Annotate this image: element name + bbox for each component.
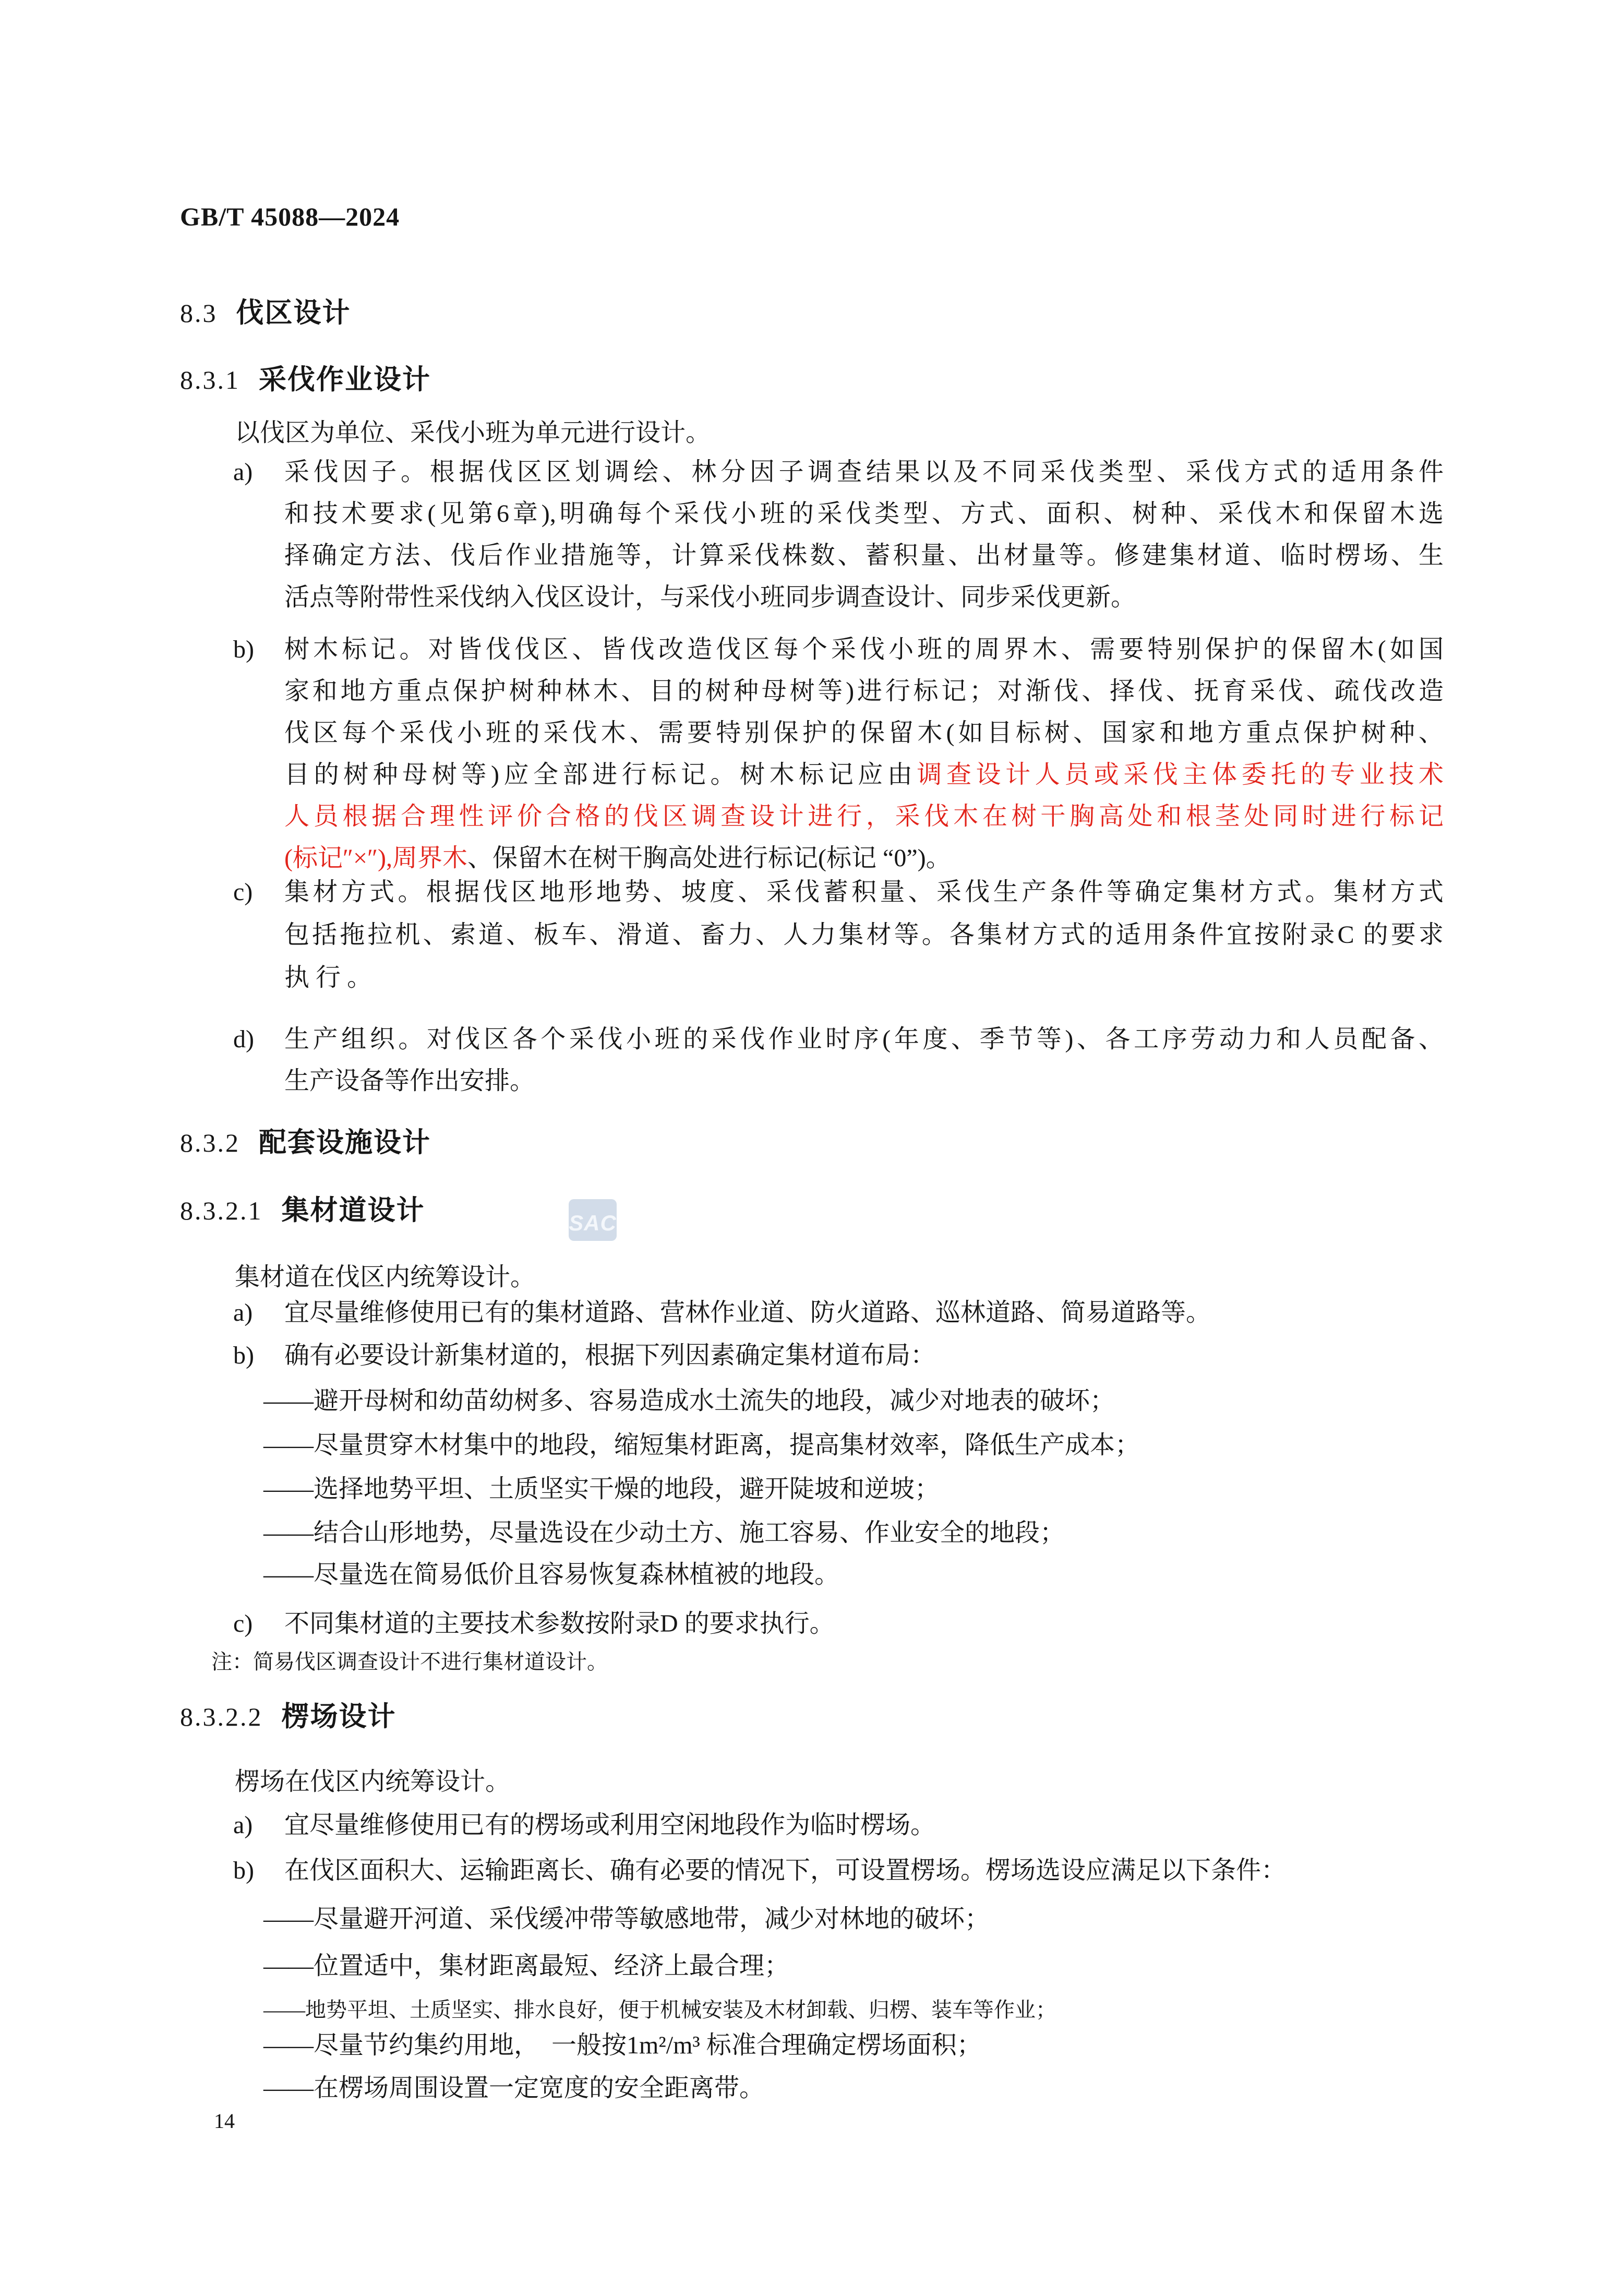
dash-item: ——尽量节约集约用地， 一般按1m²/m³ 标准合理确定楞场面积； xyxy=(263,2031,982,2059)
paragraph-intro-8-3-2-2: 楞场在伐区内统筹设计。 xyxy=(235,1768,511,1796)
section-8-3-heading xyxy=(180,292,351,341)
list-line: 集材方式。根据伐区地形地势、坡度、采伐蓄积量、采伐生产条件等确定集材方式。集材方式 xyxy=(284,878,1444,906)
paragraph-intro-8-3-1: 以伐区为单位、采伐小班为单元进行设计。 xyxy=(235,419,711,447)
dash-item: ——结合山形地势，尽量选设在少动土方、施工容易、作业安全的地段； xyxy=(263,1519,1065,1547)
list-line-black-segment: 目的树种母树等)应全部进行标记。树木标记应由 xyxy=(284,761,917,788)
list-line: 包括拖拉机、索道、板车、滑道、畜力、人力集材等。各集材方式的适用条件宜按附录C 的要求 xyxy=(284,921,1444,949)
section-8-3-2-heading xyxy=(180,1122,431,1170)
clause-title: 采伐作业设计 xyxy=(259,364,431,395)
clause-number: 8.3 xyxy=(180,298,218,328)
dash-item: ——地势平坦、土质坚实、排水良好，便于机械安装及木材卸载、归楞、装车等作业； xyxy=(263,1998,1056,2022)
list-label-d: d) xyxy=(233,1025,254,1053)
list-line-red-segment: 调查设计人员或采伐主体委托的专业技术 xyxy=(917,761,1444,788)
list-line: 不同集材道的主要技术参数按附录D 的要求执行。 xyxy=(284,1610,835,1637)
clause-title: 集材道设计 xyxy=(281,1195,425,1226)
clause-title: 楞场设计 xyxy=(281,1701,397,1732)
standard-number-header: GB/T 45088—2024 xyxy=(180,202,400,231)
page-number: 14 xyxy=(214,2109,235,2133)
list-line: 宜尽量维修使用已有的楞场或利用空闲地段作为临时楞场。 xyxy=(284,1811,936,1839)
list-label-a: a) xyxy=(233,1811,253,1839)
section-8-3-1-heading xyxy=(180,359,431,408)
list-line: 伐区每个采伐小班的采伐木、需要特别保护的保留木(如目标树、国家和地方重点保护树种、 xyxy=(284,719,1444,747)
clause-title: 伐区设计 xyxy=(236,297,351,328)
list-line: 宜尽量维修使用已有的集材道路、营林作业道、防火道路、巡林道路、简易道路等。 xyxy=(284,1299,1211,1326)
list-label-a: a) xyxy=(233,458,253,486)
clause-title: 配套设施设计 xyxy=(259,1127,431,1158)
list-line-red: 人员根据合理性评价合格的伐区调查设计进行，采伐木在树干胸高处和根茎处同时进行标记 xyxy=(284,803,1444,830)
section-8-3-2-1-heading xyxy=(180,1190,425,1238)
dash-item: ——避开母树和幼苗幼树多、容易造成水土流失的地段，减少对地表的破坏； xyxy=(263,1387,1115,1415)
list-line: 生产组织。对伐区各个采伐小班的采伐作业时序(年度、季节等)、各工序劳动力和人员配备、 xyxy=(284,1025,1444,1053)
list-line-red-segment: (标记″×″),周界木 xyxy=(284,844,468,872)
list-line: 活点等附带性采伐纳入伐区设计，与采伐小班同步调查设计、同步采伐更新。 xyxy=(284,583,1136,611)
list-label-b: b) xyxy=(233,636,254,663)
list-line: 家和地方重点保护树种林木、目的树种母树等)进行标记；对渐伐、择伐、抚育采伐、疏伐改造 xyxy=(284,677,1444,705)
sac-watermark-text: SAC xyxy=(569,1211,617,1235)
dash-item: ——选择地势平坦、土质坚实干燥的地段，避开陡坡和逆坡； xyxy=(263,1475,940,1503)
dash-item: ——尽量贯穿木材集中的地段，缩短集材距离，提高集材效率，降低生产成本； xyxy=(263,1431,1140,1459)
sac-watermark xyxy=(569,1199,617,1241)
list-line: 树木标记。对皆伐伐区、皆伐改造伐区每个采伐小班的周界木、需要特别保护的保留木(如国 xyxy=(284,636,1444,663)
clause-number: 8.3.2.1 xyxy=(180,1196,263,1225)
dash-item: ——在楞场周围设置一定宽度的安全距离带。 xyxy=(263,2074,765,2102)
dash-item: ——位置适中，集材距离最短、经济上最合理； xyxy=(263,1952,790,1980)
list-line: 采伐因子。根据伐区区划调绘、林分因子调查结果以及不同采伐类型、采伐方式的适用条件 xyxy=(284,458,1444,486)
list-line: 确有必要设计新集材道的，根据下列因素确定集材道布局： xyxy=(284,1342,936,1369)
list-line: 在伐区面积大、运输距离长、确有必要的情况下，可设置楞场。楞场选设应满足以下条件： xyxy=(284,1857,1287,1884)
note-text: 注：简易伐区调查设计不进行集材道设计。 xyxy=(211,1650,608,1673)
list-line: 和技术要求(见第6章),明确每个采伐小班的采伐类型、方式、面积、树种、采伐木和保留木选 xyxy=(284,500,1444,528)
clause-number: 8.3.2.2 xyxy=(180,1702,263,1731)
list-label-b: b) xyxy=(233,1342,254,1369)
section-8-3-2-2-heading xyxy=(180,1696,397,1744)
list-label-c: c) xyxy=(233,1610,253,1637)
list-label-c: c) xyxy=(233,878,253,906)
dash-item: ——尽量选在简易低价且容易恢复森林植被的地段。 xyxy=(263,1561,840,1588)
list-line: 择确定方法、伐后作业措施等，计算采伐株数、蓄积量、出材量等。修建集材道、临时楞场、生 xyxy=(284,542,1444,569)
list-line xyxy=(284,754,1444,796)
list-line: 执 行 。 xyxy=(284,964,373,991)
paragraph-intro-8-3-2-1: 集材道在伐区内统筹设计。 xyxy=(235,1263,536,1291)
clause-number: 8.3.2 xyxy=(180,1128,240,1157)
list-label-b: b) xyxy=(233,1857,254,1884)
list-label-a: a) xyxy=(233,1299,253,1326)
list-line: 生产设备等作出安排。 xyxy=(284,1067,535,1095)
dash-item: ——尽量避开河道、采伐缓冲带等敏感地带，减少对林地的破坏； xyxy=(263,1905,990,1933)
clause-number: 8.3.1 xyxy=(180,365,240,394)
list-line-black-segment: 、保留木在树干胸高处进行标记(标记 “0”)。 xyxy=(467,844,951,872)
